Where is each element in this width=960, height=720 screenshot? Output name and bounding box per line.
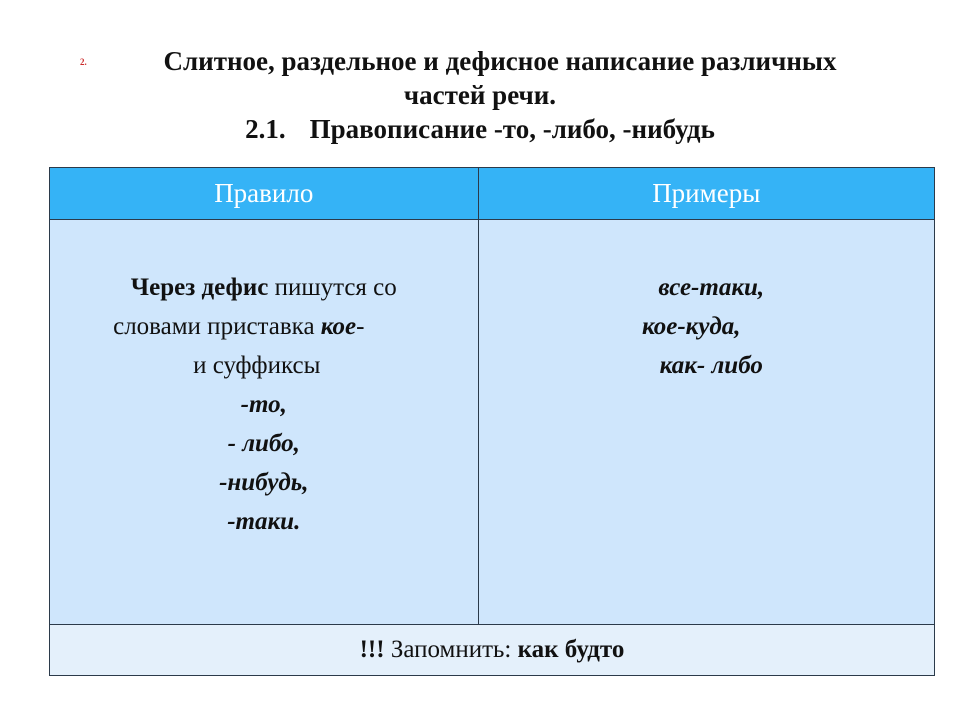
rule-prefix: кое: [320, 313, 357, 340]
list-marker: 2.: [80, 57, 87, 67]
suffix-item: -нибудь,: [219, 469, 309, 496]
rule-text-2-end: -: [356, 313, 365, 340]
remember-phrase: как будто: [517, 636, 625, 663]
heading-title: Слитное, раздельное и дефисное написание различных: [163, 46, 837, 76]
rule-text-1: пишутся со: [268, 274, 397, 301]
rules-table: [49, 167, 935, 676]
suffix-item: - либо,: [227, 430, 300, 457]
table-header-row: [50, 168, 935, 220]
example-item: как- либо: [659, 352, 763, 379]
subheading: [0, 112, 960, 146]
table-body-row: [50, 220, 935, 625]
example-item: кое-куда,: [642, 313, 741, 340]
rule-text-2: словами приставка: [113, 313, 321, 340]
rule-bold-start: Через дефис: [130, 274, 269, 301]
suffix-item: -таки.: [227, 508, 301, 535]
rule-line-1: [50, 268, 478, 307]
remember-note: [50, 625, 935, 676]
table-footer-row: [50, 625, 935, 676]
exclaim-marks: !!!: [359, 636, 385, 663]
heading-title-continued: частей речи.: [403, 80, 557, 110]
remember-text: Запомнить:: [384, 636, 518, 663]
suffix-item: -то,: [240, 391, 287, 418]
rule-text-3: и суффиксы: [193, 352, 321, 379]
rule-text: [50, 220, 478, 541]
examples-cell: [478, 220, 934, 625]
examples-list: [479, 220, 934, 385]
heading-line-2: [0, 78, 960, 112]
page-heading: [0, 44, 960, 146]
rule-line-2: [50, 307, 478, 346]
header-examples: Примеры: [478, 168, 934, 220]
subheading-number: 2.1.: [245, 114, 286, 144]
rule-cell: [50, 220, 479, 625]
rule-line-3: [50, 346, 478, 385]
example-item: все-таки,: [658, 274, 765, 301]
subheading-title: Правописание -то, -либо, -нибудь: [309, 114, 715, 144]
header-rule: Правило: [50, 168, 479, 220]
heading-line-1: [0, 44, 960, 78]
